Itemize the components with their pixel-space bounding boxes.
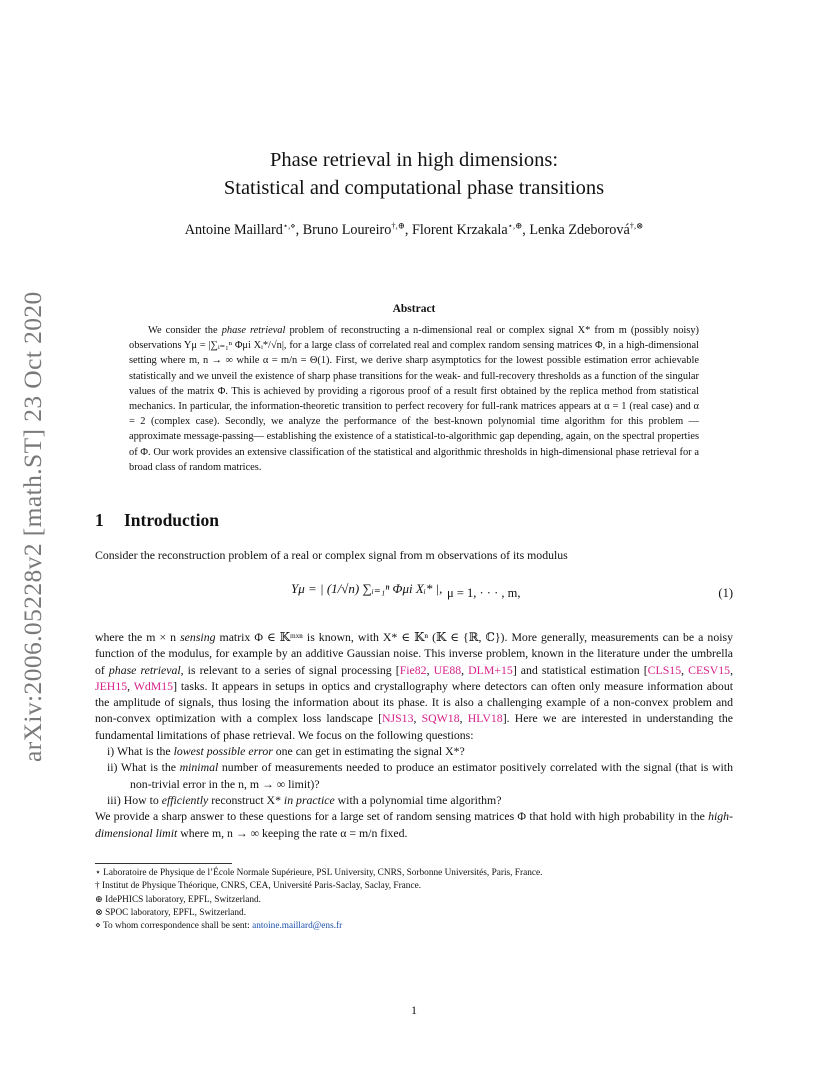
author-affiliation-marks: ⋆,⋄ (282, 220, 296, 230)
section-number: 1 (95, 510, 104, 530)
author: Bruno Loureiro†,⊕, (302, 220, 412, 238)
citation-link[interactable]: SQW18 (421, 711, 460, 726)
question-item: i) What is the lowest possible error one can get in estimating the signal X*? (107, 744, 465, 759)
question-item: iii) How to efficiently reconstruct X* in practice with a polynomial time algorithm? (107, 792, 502, 807)
section-heading (95, 510, 219, 531)
abstract-body: We consider the phase retrieval problem of reconstructing a n-dimensional real or complex signal X* from m (possibly noisy) observations Yμ = |∑ᵢ₌₁ⁿ Φμi Xᵢ*/√n|, for a large class of correlated real and complex random sensing matrices Φ, in a high-dimensional setting where m, n → ∞ while α = m/n = Θ(1). First, we derive sharp asymptotics for the lowest possible estimation error achievable statistically and we unveil the existence of sharp phase transitions for the weak- and full-recovery thresholds as a function of the singular values of the matrix Φ. This is achieved by providing a rigorous proof of a result first obtained by the replica method from statistical mechanics. In particular, the information-theoretic transition to perfect recovery for full-rank matrices appears at α = 1 (real case) and α = 2 (complex case). Secondly, we analyze the performance of the best-known polynomial time algorithm for this problem — approximate message-passing— establishing the existence of a statistical-to-algorithmic gap depending, again, on the spectral properties of Φ. Our work provides an extensive classification of the statistical and algorithmic thresholds in high-dimensional phase retrieval for a broad class of random matrices. (129, 325, 699, 473)
footnote-mark: ⋄ (95, 921, 101, 932)
abstract-heading: Abstract (392, 303, 436, 315)
author-affiliation-marks: †,⊗ (629, 220, 644, 230)
intro-sentence: Consider the reconstruction problem of a real or complex signal from m observations of its modulus (95, 548, 568, 562)
citation-link[interactable]: UE88 (433, 662, 462, 677)
paper-title-line1: Phase retrieval in high dimensions: (269, 149, 559, 171)
citation-link[interactable]: NJS13 (382, 711, 414, 726)
citation-link[interactable]: WdM15 (133, 678, 174, 693)
equation-lhs: Yμ = | (1/√n) ∑ᵢ₌₁ⁿ Φμi Xᵢ* |, (291, 581, 443, 596)
page-number: 1 (411, 1003, 417, 1017)
question-item: ii) What is the minimal number of measurements needed to produce an estimator positively correlated with the signal (that is with non-trivial error in the n, m → ∞ limit)? (107, 760, 733, 791)
author: Lenka Zdeborová†,⊗ (529, 220, 644, 238)
equation-number: (1) (718, 586, 733, 600)
intro-paragraph (95, 629, 733, 841)
footnote-mark: ⋆ (95, 868, 101, 878)
footnote-mark: † (95, 881, 100, 892)
author-list (95, 220, 733, 239)
footnotes (95, 867, 735, 933)
footnote-mark: ⊕ (95, 894, 103, 905)
arxiv-identifier[interactable]: arXiv:2006.05228v2 [math.ST] 23 Oct 2020 (18, 291, 47, 762)
author-affiliation-marks: †,⊕ (391, 220, 405, 230)
footnote: ⋆ Laboratoire de Physique de l’École Normale Supérieure, PSL University, CNRS, Sorbonne Universités, Paris, France. (95, 868, 543, 878)
question-list (95, 743, 733, 808)
author: Florent Krzakala⋆,⊕, (411, 220, 530, 238)
citation-link[interactable]: CLS15 (647, 662, 682, 677)
citation-link[interactable]: DLM+15 (468, 662, 513, 677)
author: Antoine Maillard⋆,⋄, (184, 220, 303, 238)
footnote-rule (95, 863, 232, 864)
paper-title-line2: Statistical and computational phase transitions (223, 177, 605, 199)
citation-link[interactable]: JEH15 (95, 678, 128, 693)
footnote: ⋄ To whom correspondence shall be sent: antoine.maillard@ens.fr (95, 921, 343, 932)
closing-paragraph: We provide a sharp answer to these questions for a large set of random sensing matrices Φ that hold with high probability in the high-dimensional limit where m, n → ∞ keeping the rate α = m/n fixed. (95, 809, 733, 840)
footnote: ⊗ SPOC laboratory, EPFL, Switzerland. (95, 907, 247, 918)
footnote: ⊕ IdePHICS laboratory, EPFL, Switzerland. (95, 894, 261, 905)
equation-1 (95, 576, 733, 616)
email-link[interactable]: antoine.maillard@ens.fr (252, 921, 343, 932)
section-title: Introduction (124, 510, 219, 530)
citation-link[interactable]: Fie82 (399, 662, 427, 677)
footnote-mark: ⊗ (95, 907, 103, 918)
citation-link[interactable]: HLV18 (467, 711, 503, 726)
equation-rhs: μ = 1, · · · , m, (447, 586, 521, 600)
footnote: † Institut de Physique Théorique, CNRS, CEA, Université Paris-Saclay, Saclay, France. (95, 881, 422, 892)
citation-link[interactable]: CESV15 (688, 662, 731, 677)
author-affiliation-marks: ⋆,⊕ (507, 220, 523, 230)
motivation-paragraph: where the m × n sensing matrix Φ ∈ 𝕂ᵐˣⁿ is known, with X* ∈ 𝕂ⁿ (𝕂 ∈ {ℝ, ℂ}). More generally, measurements can be a noisy function of the modulus, for example by an additive Gaussian noise. This inverse problem, known in the literature under the umbrella of phase retrieval, is relevant to a series of signal processing [Fie82, UE88, DLM+15] and statistical estimation [CLS15, CESV15, JEH15, WdM15] tasks. It appears in setups in optics and crystallography where detectors can often only measure information about the amplitude of signals, thus losing the information about its phase. It is also a challenging example of a non-convex problem and non-convex optimization with a complex loss landscape [NJS13, SQW18, HLV18]. Here we are interested in understanding the fundamental limitations of phase retrieval. We focus on the following questions: (95, 630, 734, 742)
